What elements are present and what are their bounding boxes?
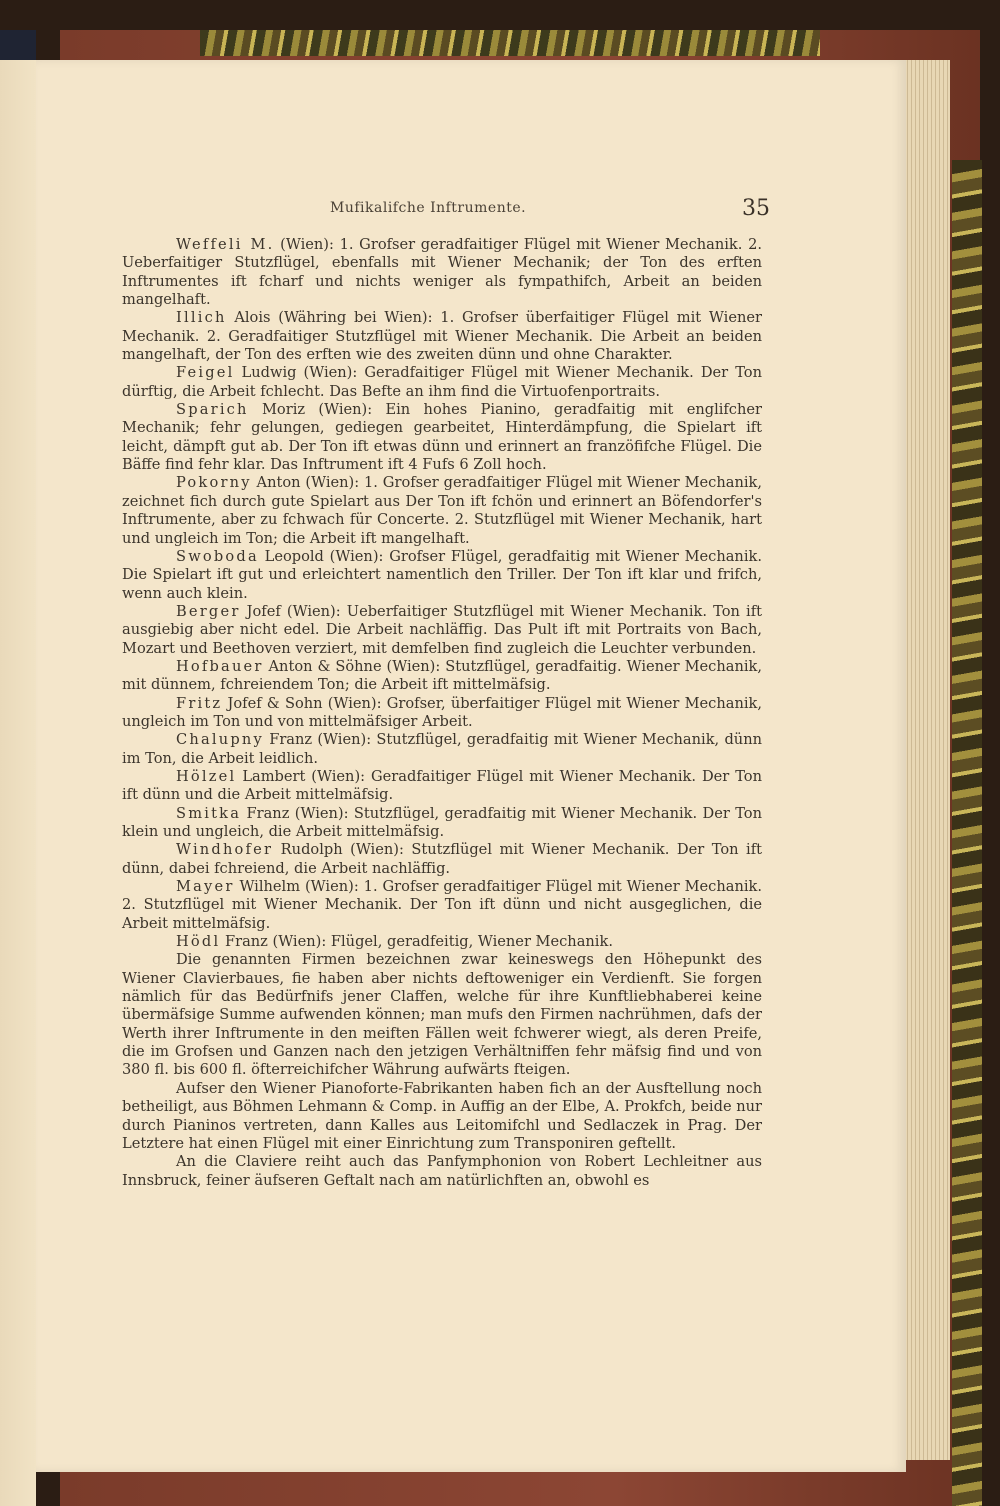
paragraph-name: Chalupny — [176, 731, 264, 749]
paragraph — [122, 309, 762, 364]
paragraph-name: Hölzel — [176, 767, 237, 785]
paragraph-name: Smitka — [176, 804, 242, 822]
paragraph-body: Anton (Wien): 1. Grofser geradfaitiger Flügel mit Wiener Mechanik, zeichnet fich durch gute Spielart aus Der Ton ift fchön und erinnert an Böfendorfer's Inftrumente, aber zu fchwach für Concerte. 2. Stutzflügel mit Wiener Mechanik, hart und ungleich im Ton; die Arbeit ift mangelhaft. — [122, 474, 762, 547]
paragraph — [122, 768, 762, 805]
paragraph-name: Berger — [176, 602, 241, 620]
paragraph-body: Die genannten Firmen bezeichnen zwar keineswegs den Höhepunkt des Wiener Clavierbaues, fie haben aber nichts deftoweniger ein Verdienft. Sie forgen nämlich für das Bedürfnifs jener Claffen, welche für ihre Kunftliebhaberei keine übermäfsige Summe aufwenden können; man mufs den Firmen nachrühmen, dafs der Werth ihrer Inftrumente in den meiften Fällen weit fchwerer wiegt, als deren Preife, die im Grofsen und Ganzen nach den jetzigen Verhältniffen fehr mäfsig find und von 380 fl. bis 600 fl. öfterreichifcher Währung aufwärts fteigen. — [122, 951, 762, 1079]
paragraph-name: Weffeli M. — [176, 236, 275, 253]
paragraph-body: Franz (Wien): Flügel, geradfeitig, Wiener Mechanik. — [220, 933, 613, 951]
paragraph — [122, 805, 762, 842]
paragraph-name: Feigel — [176, 364, 235, 382]
paragraph-body: Wilhelm (Wien): 1. Grofser geradfaitiger Flügel mit Wiener Mechanik. 2. Stutzflügel mit Wiener Mechanik. Der Ton ift dünn und nicht ausgeglichen, die Arbeit mittelmäfsig. — [122, 878, 762, 932]
paragraph-name: Swoboda — [176, 547, 259, 565]
marbled-edge-top — [200, 30, 820, 56]
paragraph-body: Lambert (Wien): Geradfaitiger Flügel mit Wiener Mechanik. Der Ton ift dünn und die Arbeit mittelmäfsig. — [122, 767, 762, 804]
paragraph — [122, 548, 762, 603]
page-text — [122, 236, 762, 1190]
paragraph-body: Franz (Wien): Stutzflügel, geradfaitig mit Wiener Mechanik, dünn im Ton, die Arbeit leidlich. — [122, 731, 762, 767]
paragraph — [122, 695, 762, 732]
paragraph-body: Anton & Söhne (Wien): Stutzflügel, geradfaitig. Wiener Mechanik, mit dünnem, fchreiendem Ton; die Arbeit ift mittelmäfsig. — [122, 657, 762, 694]
paragraph-name: Illich — [176, 309, 227, 327]
paragraph — [122, 401, 762, 474]
paragraph-name: Hödl — [176, 933, 221, 951]
paragraph — [122, 1080, 762, 1153]
page-number: 35 — [742, 196, 770, 221]
paragraph — [122, 474, 762, 547]
paragraph-name: Pokorny — [176, 474, 252, 492]
paragraph-body: Jofef (Wien): Ueberfaitiger Stutzflügel mit Wiener Mechanik. Ton ift ausgiebig aber nicht edel. Die Arbeit nachläffig. Das Pult ift mit Portraits von Bach, Mozart und Beethoven verziert, mit demfelben find zugleich die Leuchter verbunden. — [122, 602, 762, 657]
paragraph-body: Aufser den Wiener Pianoforte-Fabrikanten haben fich an der Ausftellung noch betheiligt, aus Böhmen Lehmann & Comp. in Auffig an der Elbe, A. Prokfch, beide nur durch Pianinos vertreten, dann Kalles aus Leitomifchl und Sedlaczek in Prag. Der Letztere hat einen Flügel mit einer Einrichtung zum Transponiren geftellt. — [122, 1079, 762, 1152]
paragraph — [122, 1153, 762, 1190]
paragraph-name: Windhofer — [176, 841, 274, 859]
paragraph-body: Franz (Wien): Stutzflügel, geradfaitig mit Wiener Mechanik. Der Ton klein und ungleich, die Arbeit mittelmäfsig. — [122, 804, 762, 840]
paragraph-name: Mayer — [176, 878, 235, 896]
paragraph-body: Leopold (Wien): Grofser Flügel, geradfaitig mit Wiener Mechanik. Die Spielart ift gut und erleichtert namentlich den Triller. Der Ton ift klar und frifch, wenn auch klein. — [122, 547, 762, 602]
paragraph-body: Jofef & Sohn (Wien): Grofser, überfaitiger Flügel mit Wiener Mechanik, ungleich im Ton und von mittelmäfsiger Arbeit. — [122, 694, 762, 730]
paragraph — [122, 933, 762, 951]
paragraph — [122, 951, 762, 1079]
paragraph-body: Alois (Währing bei Wien): 1. Grofser überfaitiger Flügel mit Wiener Mechanik. 2. Geradfaitiger Stutzflügel mit Wiener Mechanik. Die Arbeit an beiden mangelhaft, der Ton des erften wie des zweiten dünn und ohne Charakter. — [122, 309, 762, 364]
paragraph-body: Rudolph (Wien): Stutzflügel mit Wiener Mechanik. Der Ton ift dünn, dabei fchreiend, die Arbeit nachläffig. — [122, 841, 762, 877]
paragraph — [122, 841, 762, 878]
marbled-edge-right — [952, 160, 982, 1506]
paragraph — [122, 364, 762, 401]
paragraph — [122, 603, 762, 658]
paragraph — [122, 658, 762, 695]
paragraph-name: Hofbauer — [176, 657, 264, 675]
paragraph — [122, 731, 762, 768]
paragraph-name: Sparich — [176, 401, 249, 419]
paragraph-body: Ludwig (Wien): Geradfaitiger Flügel mit Wiener Mechanik. Der Ton dürftig, die Arbeit fchlecht. Das Befte an ihm find die Virtuofenportraits. — [122, 364, 762, 400]
paragraph-body: An die Claviere reiht auch das Panfymphonion von Robert Lechleitner aus Innsbruck, feiner äufseren Geftalt nach am natürlichften an, obwohl es — [122, 1153, 762, 1189]
left-page-edge — [0, 60, 36, 1506]
paragraph — [122, 878, 762, 933]
paragraph-body: Moriz (Wien): Ein hohes Pianino, geradfaitig mit englifcher Mechanik; fehr gelungen, gediegen gearbeitet, Hinterdämpfung, die Spielart ift leicht, dämpft gut ab. Der Ton ift etwas dünn und erinnert an franzöfifche Flügel. Die Bäffe find fehr klar. Das Inftrument ift 4 Fufs 6 Zoll hoch. — [122, 401, 762, 474]
running-head: Mufikalifche Inftrumente. — [330, 200, 527, 216]
paragraph-body: (Wien): 1. Grofser geradfaitiger Flügel mit Wiener Mechanik. 2. Ueberfaitiger Stutzflügel, ebenfalls mit Wiener Mechanik; der Ton des erften Inftrumentes ift fcharf und nichts weniger als fympathifch, Arbeit an beiden mangelhaft. — [122, 236, 762, 309]
paragraph — [122, 236, 762, 309]
paragraph-name: Fritz — [176, 694, 223, 712]
